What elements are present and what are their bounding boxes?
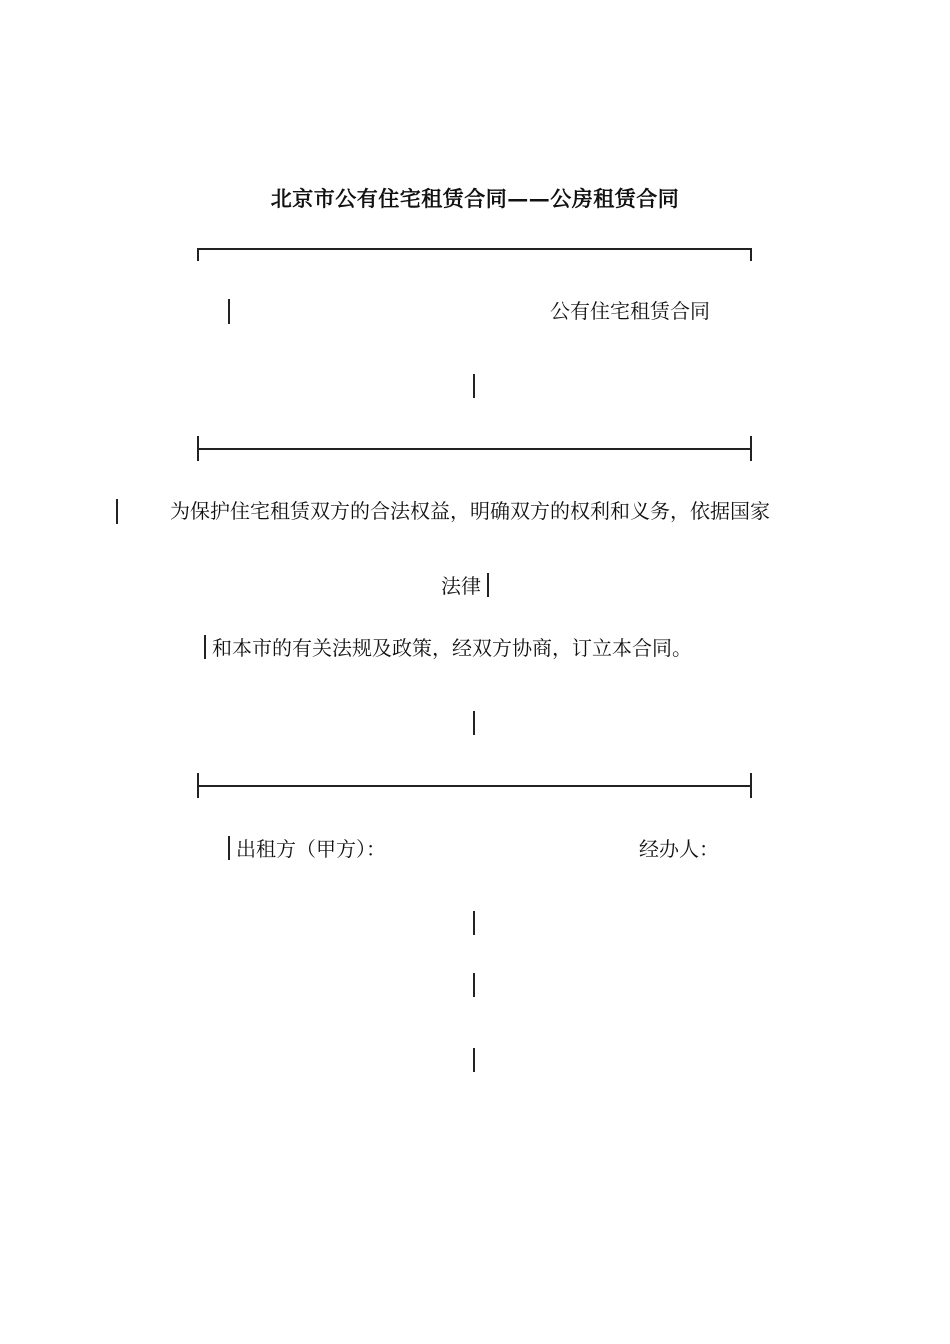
paragraph-text: 法律: [441, 574, 481, 598]
paragraph-line: 为保护住宅租赁双方的合法权益，明确双方的权利和义务，依据国家: [170, 499, 770, 523]
table-border-mark: [228, 836, 230, 860]
header-box-text: 公有住宅租赁合同: [550, 299, 710, 323]
table-border-mark: [473, 1048, 475, 1072]
paragraph-line: [441, 572, 489, 600]
lessor-row: [228, 835, 386, 863]
table-border-mark: [473, 711, 475, 735]
agent-label: 经办人：: [639, 837, 719, 861]
paragraph-text: 和本市的有关法规及政策，经双方协商，订立本合同。: [212, 636, 692, 660]
table-border-mark: [487, 573, 489, 597]
table-border-left-mark: [116, 499, 118, 524]
table-border-mark: [473, 374, 475, 398]
table-border-left-mark: [228, 299, 230, 324]
lessor-label: 出租方（甲方）：: [236, 837, 386, 861]
table-border-mark: [473, 911, 475, 935]
table-border-mark: [204, 635, 206, 659]
paragraph-line: [204, 634, 692, 662]
table-border-mark: [473, 973, 475, 997]
document-title: 北京市公有住宅租赁合同——公房租赁合同: [270, 186, 680, 211]
